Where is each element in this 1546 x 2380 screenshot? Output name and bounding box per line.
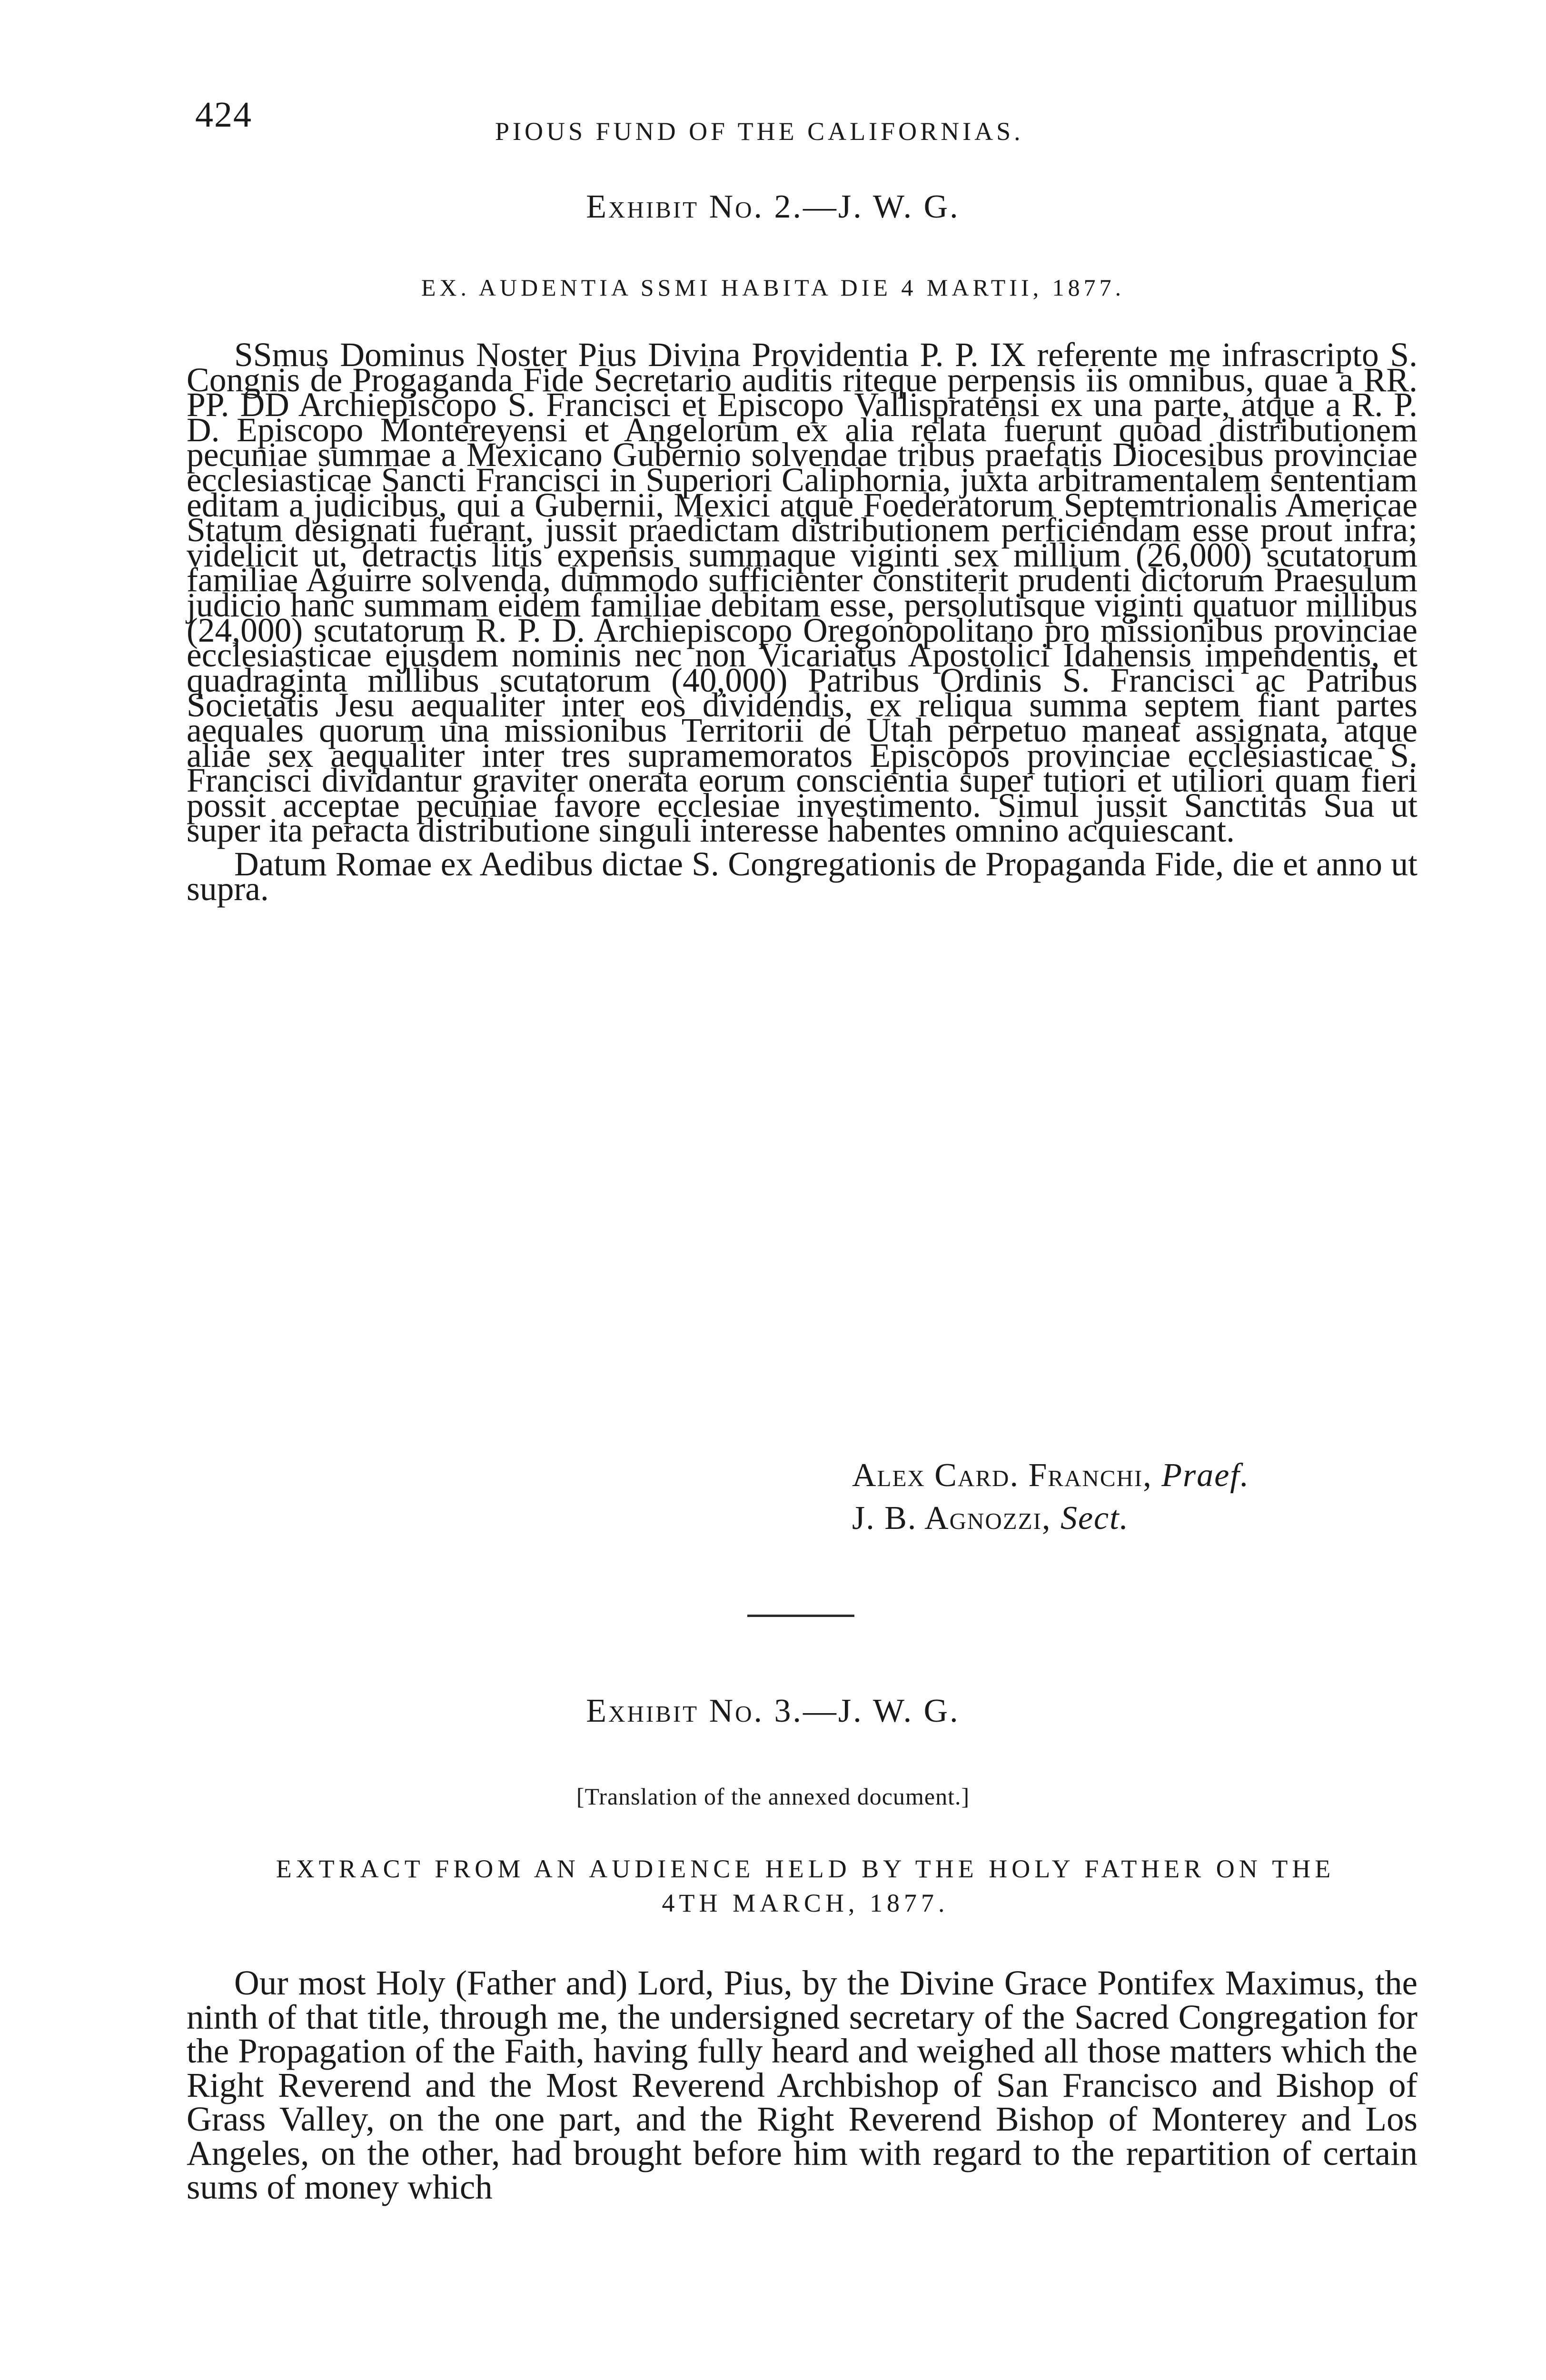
signature-2-title: Sect.: [1060, 1500, 1130, 1537]
latin-text-block: [187, 336, 1417, 908]
latin-paragraph-2: Datum Romae ex Aedibus dictae S. Congregationis de Propaganda Fide, die et anno ut supra.: [187, 845, 1417, 908]
translation-note: [Translation of the annexed document.]: [576, 1783, 970, 1810]
signature-2-name: J. B. Agnozzi,: [852, 1500, 1051, 1537]
signature-1-name: Alex Card. Franchi,: [852, 1457, 1152, 1494]
exhibit-2-heading: Exhibit No. 2.—J. W. G.: [586, 188, 960, 225]
section-divider: [747, 1615, 854, 1617]
signature-line-1: [852, 1457, 1249, 1495]
exhibit-3-heading: Exhibit No. 3.—J. W. G.: [586, 1693, 960, 1729]
exhibit-3-caption-line-1: EXTRACT FROM AN AUDIENCE HELD BY THE HOLY FATHER ON THE: [276, 1854, 1335, 1883]
latin-paragraph-1: SSmus Dominus Noster Pius Divina Providentia P. P. IX referente me infrascripto S. Congnis de Progaganda Fide Secretario auditis riteque perpensis iis omnibus, quae a RR. PP. DD Archiepiscopo S. Francisci et Episcopo Vallispratensi ex una parte, atque a R. P. D. Episcopo Montereyensi et Angelorum ex alia relata fuerunt quoad distributionem pecuniae summae a Mexicano Gubernio solvendae tribus praefatis Diocesibus provinciae ecclesiasticae Sancti Francisci in Superiori Caliphornia, juxta arbitramentalem sententiam editam a judicibus, qui a Gubernii, Mexici atque Foederatorum Septemtrionalis Americae Statum designati fuerant, jussit praedictam distributionem perficiendam esse prout infra; videlicit ut, detractis litis expensis summaque viginti sex millium (26,000) scutatorum familiae Aguirre solvenda, dummodo sufficienter constiterit prudenti dictorum Praesulum judicio hanc summam eidem familiae debitam esse, persolutisque viginti quatuor millibus (24,000) scutatorum R. P. D. Archiepiscopo Oregonopolitano pro missionibus provinciae ecclesiasticae ejusdem nominis nec non Vicariatus Apostolici Idahensis impendentis, et quadraginta millibus scutatorum (40,000) Patribus Ordinis S. Francisci ac Patribus Societatis Jesu aequaliter inter eos dividendis, ex reliqua summa septem fiant partes aequales quorum una missionibus Territorii de Utah perpetuo maneat assignata, atque aliae sex aequaliter inter tres supramemoratos Episcopos provinciae ecclesiasticae S. Francisci dividantur graviter onerata eorum conscientia super tutiori et utiliori quam fieri possit acceptae pecuniae favore ecclesiae investimento. Simul jussit Sanctitas Sua ut super ita peracta distributione singuli interesse habentes omnino acquiescant.: [187, 336, 1417, 850]
english-text-block: [187, 1966, 1417, 2204]
exhibit-2-caption: EX. AUDENTIA SSMI HABITA DIE 4 MARTII, 1877.: [421, 274, 1125, 301]
running-title: PIOUS FUND OF THE CALIFORNIAS.: [495, 117, 1024, 146]
exhibit-3-caption-line-2: 4TH MARCH, 1877.: [662, 1889, 949, 1917]
exhibit-3-caption: [187, 1852, 1424, 1920]
signature-1-title: Praef.: [1161, 1457, 1250, 1494]
signature-line-2: [852, 1499, 1129, 1537]
english-paragraph-1: Our most Holy (Father and) Lord, Pius, by the Divine Grace Pontifex Maximus, the ninth of that title, through me, the undersigned secretary of the Sacred Congregation for the Propagation of the Faith, having fully heard and weighed all those matters which the Right Reverend and the Most Reverend Archbishop of San Francisco and Bishop of Grass Valley, on the one part, and the Right Reverend Bishop of Monterey and Los Angeles, on the other, had brought before him with regard to the repartition of certain sums of money which: [187, 1964, 1417, 2206]
page-number: 424: [195, 95, 252, 135]
